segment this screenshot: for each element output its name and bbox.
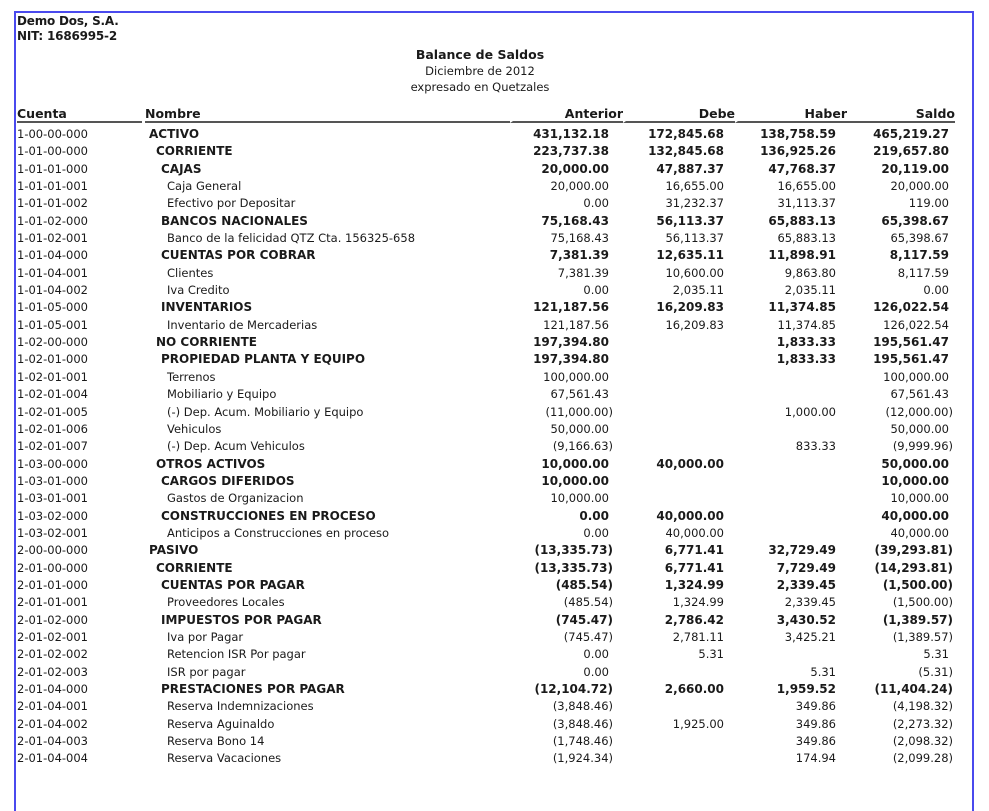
amount-saldo: 65,398.67 [890, 231, 949, 246]
amount-anterior: (745.47) [563, 629, 613, 644]
account-name: OTROS ACTIVOS [156, 456, 266, 471]
table-row [17, 716, 957, 733]
amount-anterior: 7,381.39 [557, 265, 609, 280]
amount-debe: 16,655.00 [665, 179, 724, 194]
table-row [17, 386, 957, 403]
amount-debe: 1,925.00 [672, 716, 724, 731]
account-name: CORRIENTE [156, 144, 233, 159]
account-code: 2-01-04-000 [17, 682, 88, 696]
amount-debe: 6,771.41 [664, 560, 724, 575]
account-name: CORRIENTE [156, 560, 233, 575]
amount-debe: 12,635.11 [656, 248, 724, 263]
account-code: 2-01-01-001 [17, 595, 88, 610]
table-row [17, 664, 957, 681]
amount-saldo: 219,657.80 [873, 144, 949, 159]
table-row [17, 629, 957, 646]
account-name: CARGOS DIFERIDOS [161, 473, 295, 488]
amount-haber: 65,883.13 [768, 213, 836, 228]
amount-debe: 5.31 [698, 647, 724, 662]
amount-haber: 138,758.59 [760, 127, 836, 141]
amount-anterior: 197,394.80 [533, 352, 609, 367]
account-code: 1-03-02-000 [17, 508, 88, 523]
amount-haber: 16,655.00 [777, 179, 836, 194]
amount-debe: 16,209.83 [656, 300, 724, 315]
table-row [17, 750, 957, 767]
table-row [17, 230, 957, 247]
account-code: 1-01-02-000 [17, 213, 88, 228]
account-code: 1-03-02-001 [17, 525, 88, 540]
account-name: Inventario de Mercaderias [167, 317, 318, 332]
amount-debe: 56,113.37 [656, 213, 724, 228]
account-code: 2-01-02-001 [17, 629, 88, 644]
amount-saldo: 20,119.00 [881, 161, 949, 176]
amount-haber: 11,374.85 [768, 300, 836, 315]
amount-anterior: 0.00 [579, 508, 609, 523]
table-row [17, 404, 957, 421]
account-name: Gastos de Organizacion [167, 491, 304, 506]
account-name: Anticipos a Construcciones en proceso [167, 525, 390, 540]
amount-saldo: 5.31 [923, 647, 949, 662]
account-code: 1-00-00-000 [17, 127, 88, 141]
account-name: ISR por pagar [167, 664, 246, 679]
amount-anterior: 0.00 [583, 664, 609, 679]
account-code: 1-01-04-002 [17, 283, 88, 298]
amount-haber: 3,425.21 [784, 629, 836, 644]
amount-anterior: 0.00 [583, 647, 609, 662]
amount-saldo: 126,022.54 [883, 317, 949, 332]
table-row [17, 195, 957, 212]
amount-saldo: 126,022.54 [873, 300, 949, 315]
amount-saldo: (1,500.00) [882, 577, 953, 592]
amount-haber: 11,898.91 [768, 248, 836, 263]
amount-saldo: 50,000.00 [881, 456, 949, 471]
account-code: 1-01-05-000 [17, 300, 88, 315]
account-name: IMPUESTOS POR PAGAR [161, 612, 322, 627]
account-name: NO CORRIENTE [156, 335, 257, 350]
amount-anterior: (13,335.73) [534, 560, 613, 575]
amount-anterior: 223,737.38 [533, 144, 609, 159]
account-name: (-) Dep. Acum Vehiculos [167, 439, 305, 454]
column-header-saldo: Saldo [847, 107, 955, 123]
amount-haber: 1,000.00 [784, 404, 836, 419]
table-row [17, 369, 957, 386]
table-row [17, 681, 957, 698]
account-name: Iva por Pagar [167, 629, 244, 644]
account-name: CUENTAS POR PAGAR [161, 577, 305, 592]
account-code: 2-01-04-001 [17, 699, 88, 714]
account-code: 1-03-00-000 [17, 456, 88, 471]
amount-debe: 1,324.99 [672, 595, 724, 610]
balance-table-body [17, 126, 957, 768]
amount-anterior: (9,166.63) [552, 439, 613, 454]
account-name: Proveedores Locales [167, 595, 285, 610]
account-name: CONSTRUCCIONES EN PROCESO [161, 508, 376, 523]
amount-saldo: 10,000.00 [890, 491, 949, 506]
account-name: Terrenos [167, 369, 216, 384]
amount-anterior: 0.00 [583, 283, 609, 298]
amount-anterior: 10,000.00 [541, 456, 609, 471]
table-row [17, 334, 957, 351]
column-header-haber: Haber [735, 107, 847, 123]
account-code: 1-01-00-000 [17, 144, 88, 159]
account-code: 1-03-01-001 [17, 491, 88, 506]
amount-anterior: (485.54) [555, 577, 613, 592]
amount-haber: 65,883.13 [777, 231, 836, 246]
account-name: CAJAS [161, 161, 202, 176]
amount-haber: 47,768.37 [768, 161, 836, 176]
amount-debe: 10,600.00 [665, 265, 724, 280]
table-row [17, 525, 957, 542]
amount-saldo: 8,117.59 [897, 265, 949, 280]
amount-anterior: (11,000.00) [545, 404, 613, 419]
amount-debe: 31,232.37 [665, 196, 724, 211]
amount-debe: 40,000.00 [656, 508, 724, 523]
amount-debe: 2,035.11 [672, 283, 724, 298]
report-period: Diciembre de 2012 [425, 64, 535, 78]
amount-debe: 2,660.00 [664, 682, 724, 696]
table-row [17, 577, 957, 594]
amount-saldo: (5.31) [918, 664, 953, 679]
amount-saldo: (2,273.32) [892, 716, 953, 731]
column-header-nombre: Nombre [145, 107, 542, 123]
table-row [17, 282, 957, 299]
amount-debe: 1,324.99 [664, 577, 724, 592]
account-code: 1-01-01-002 [17, 196, 88, 211]
amount-saldo: 195,561.47 [873, 352, 949, 367]
amount-debe: 172,845.68 [648, 127, 724, 141]
table-row [17, 456, 957, 473]
amount-haber: 2,339.45 [776, 577, 836, 592]
account-code: 2-01-02-000 [17, 612, 88, 627]
account-code: 1-01-05-001 [17, 317, 88, 332]
amount-haber: 7,729.49 [776, 560, 836, 575]
account-code: 2-01-04-003 [17, 734, 88, 749]
amount-saldo: 119.00 [908, 196, 949, 211]
amount-anterior: 197,394.80 [533, 335, 609, 350]
account-code: 1-02-01-005 [17, 404, 88, 419]
account-code: 2-01-04-002 [17, 716, 88, 731]
amount-debe: 2,781.11 [672, 629, 724, 644]
amount-anterior: 121,187.56 [543, 317, 609, 332]
account-name: CUENTAS POR COBRAR [161, 248, 316, 263]
account-name: INVENTARIOS [161, 300, 253, 315]
amount-anterior: 121,187.56 [533, 300, 609, 315]
amount-anterior: (485.54) [563, 595, 613, 610]
amount-saldo: 20,000.00 [890, 179, 949, 194]
amount-anterior: 67,561.43 [550, 387, 609, 402]
table-row [17, 473, 957, 490]
amount-anterior: (1,924.34) [552, 751, 613, 766]
amount-anterior: (1,748.46) [552, 734, 613, 749]
table-row [17, 161, 957, 178]
amount-anterior: 10,000.00 [550, 491, 609, 506]
amount-haber: 32,729.49 [768, 543, 836, 558]
amount-anterior: (13,335.73) [534, 543, 613, 558]
table-row [17, 317, 957, 334]
amount-saldo: (9,999.96) [892, 439, 953, 454]
table-row [17, 508, 957, 525]
table-row [17, 299, 957, 316]
amount-haber: 9,863.80 [784, 265, 836, 280]
amount-saldo: (1,389.57) [882, 612, 953, 627]
account-code: 2-00-00-000 [17, 543, 88, 558]
amount-haber: 349.86 [795, 734, 836, 749]
amount-haber: 174.94 [795, 751, 836, 766]
amount-saldo: 40,000.00 [881, 508, 949, 523]
amount-debe: 56,113.37 [665, 231, 724, 246]
account-code: 2-01-01-000 [17, 577, 88, 592]
account-name: Reserva Bono 14 [167, 734, 265, 749]
account-code: 1-01-04-001 [17, 265, 88, 280]
amount-anterior: 0.00 [583, 196, 609, 211]
amount-anterior: 10,000.00 [541, 473, 609, 488]
amount-debe: 40,000.00 [656, 456, 724, 471]
table-row [17, 351, 957, 368]
account-code: 1-01-04-000 [17, 248, 88, 263]
amount-haber: 2,035.11 [784, 283, 836, 298]
amount-debe: 16,209.83 [665, 317, 724, 332]
account-code: 1-02-01-000 [17, 352, 88, 367]
amount-haber: 11,374.85 [777, 317, 836, 332]
amount-saldo: 65,398.67 [881, 213, 949, 228]
amount-saldo: (12,000.00) [885, 404, 953, 419]
account-name: ACTIVO [149, 127, 200, 141]
amount-anterior: 50,000.00 [550, 421, 609, 436]
amount-saldo: 0.00 [923, 283, 949, 298]
account-code: 1-01-01-001 [17, 179, 88, 194]
amount-anterior: 431,132.18 [533, 127, 609, 141]
company-nit: NIT: 1686995-2 [17, 29, 117, 43]
amount-anterior: (3,848.46) [552, 716, 613, 731]
amount-anterior: 0.00 [583, 525, 609, 540]
table-row [17, 490, 957, 507]
table-row [17, 612, 957, 629]
amount-saldo: 40,000.00 [890, 525, 949, 540]
account-name: Reserva Aguinaldo [167, 716, 275, 731]
amount-anterior: (12,104.72) [534, 682, 613, 696]
table-row [17, 594, 957, 611]
amount-saldo: (2,098.32) [892, 734, 953, 749]
amount-anterior: (3,848.46) [552, 699, 613, 714]
account-name: Retencion ISR Por pagar [167, 647, 306, 662]
amount-saldo: (1,389.57) [892, 629, 953, 644]
amount-saldo: (2,099.28) [892, 751, 953, 766]
amount-haber: 1,833.33 [776, 335, 836, 350]
column-header-debe: Debe [623, 107, 735, 123]
account-name: Banco de la felicidad QTZ Cta. 156325-658 [167, 231, 416, 246]
amount-haber: 1,959.52 [776, 682, 836, 696]
account-code: 2-01-02-003 [17, 664, 88, 679]
amount-saldo: 8,117.59 [889, 248, 949, 263]
amount-saldo: 195,561.47 [873, 335, 949, 350]
account-code: 2-01-00-000 [17, 560, 88, 575]
account-code: 1-02-01-004 [17, 387, 88, 402]
amount-haber: 136,925.26 [760, 144, 836, 159]
table-row [17, 247, 957, 264]
amount-haber: 1,833.33 [776, 352, 836, 367]
account-name: Caja General [167, 179, 242, 194]
amount-anterior: 7,381.39 [549, 248, 609, 263]
account-name: Iva Credito [167, 283, 230, 298]
account-code: 1-03-01-000 [17, 473, 88, 488]
amount-saldo: 10,000.00 [881, 473, 949, 488]
table-row [17, 213, 957, 230]
company-name: Demo Dos, S.A. [17, 14, 119, 28]
amount-saldo: (11,404.24) [874, 682, 953, 696]
account-code: 2-01-02-002 [17, 647, 88, 662]
account-code: 1-02-01-007 [17, 439, 88, 454]
amount-anterior: 100,000.00 [543, 369, 609, 384]
amount-haber: 2,339.45 [784, 595, 836, 610]
amount-anterior: (745.47) [555, 612, 613, 627]
account-code: 1-01-02-001 [17, 231, 88, 246]
amount-haber: 3,430.52 [776, 612, 836, 627]
amount-debe: 47,887.37 [656, 161, 724, 176]
table-row [17, 421, 957, 438]
account-code: 2-01-04-004 [17, 751, 88, 766]
amount-debe: 132,845.68 [648, 144, 724, 159]
amount-haber: 5.31 [810, 664, 836, 679]
report-currency-note: expresado en Quetzales [410, 80, 550, 94]
account-name: (-) Dep. Acum. Mobiliario y Equipo [167, 404, 364, 419]
amount-debe: 2,786.42 [664, 612, 724, 627]
account-name: BANCOS NACIONALES [161, 213, 308, 228]
table-row [17, 438, 957, 455]
amount-anterior: 20,000.00 [541, 161, 609, 176]
account-code: 1-01-01-000 [17, 161, 88, 176]
table-row [17, 265, 957, 282]
table-row [17, 733, 957, 750]
amount-debe: 40,000.00 [665, 525, 724, 540]
amount-saldo: 67,561.43 [890, 387, 949, 402]
table-row [17, 178, 957, 195]
column-header-anterior: Anterior [510, 107, 623, 123]
report-title: Balance de Saldos [415, 47, 545, 62]
table-row [17, 126, 957, 143]
account-name: PRESTACIONES POR PAGAR [161, 682, 345, 696]
account-code: 1-02-01-001 [17, 369, 88, 384]
account-name: Mobiliario y Equipo [167, 387, 277, 402]
table-row [17, 542, 957, 559]
amount-saldo: (1,500.00) [892, 595, 953, 610]
table-row [17, 646, 957, 663]
account-name: Efectivo por Depositar [167, 196, 296, 211]
amount-saldo: (14,293.81) [874, 560, 953, 575]
account-name: Reserva Indemnizaciones [167, 699, 314, 714]
amount-haber: 833.33 [795, 439, 836, 454]
amount-haber: 349.86 [795, 716, 836, 731]
table-row [17, 143, 957, 160]
amount-debe: 6,771.41 [664, 543, 724, 558]
account-code: 1-02-00-000 [17, 335, 88, 350]
amount-saldo: (4,198.32) [892, 699, 953, 714]
account-name: Vehiculos [167, 421, 222, 436]
account-name: Reserva Vacaciones [167, 751, 282, 766]
table-row [17, 560, 957, 577]
amount-saldo: (39,293.81) [874, 543, 953, 558]
table-row [17, 698, 957, 715]
account-name: PROPIEDAD PLANTA Y EQUIPO [161, 352, 366, 367]
amount-saldo: 50,000.00 [890, 421, 949, 436]
amount-anterior: 75,168.43 [550, 231, 609, 246]
amount-haber: 31,113.37 [777, 196, 836, 211]
column-header-cuenta: Cuenta [17, 107, 142, 123]
account-name: Clientes [167, 265, 214, 280]
amount-saldo: 465,219.27 [873, 127, 949, 141]
account-code: 1-02-01-006 [17, 421, 88, 436]
amount-saldo: 100,000.00 [883, 369, 949, 384]
amount-anterior: 75,168.43 [541, 213, 609, 228]
amount-anterior: 20,000.00 [550, 179, 609, 194]
account-name: PASIVO [149, 543, 199, 558]
amount-haber: 349.86 [795, 699, 836, 714]
